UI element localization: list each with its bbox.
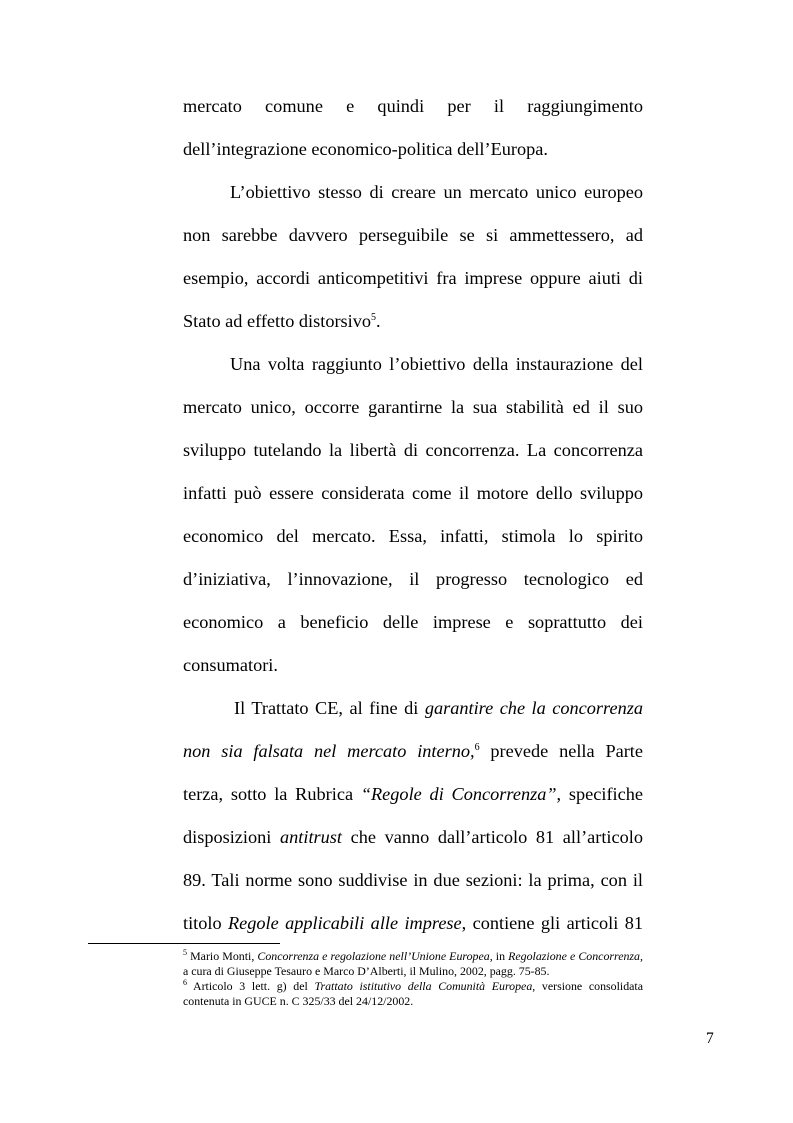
text-line — [183, 862, 643, 905]
footnote-5 — [183, 949, 643, 979]
paragraph-start — [183, 174, 643, 217]
footnote-ref[interactable]: 5 — [371, 311, 377, 323]
footnote-number: 5 — [183, 948, 187, 958]
text-line — [183, 647, 643, 690]
footnote-ref[interactable]: 6 — [474, 741, 480, 753]
text-span: , contiene gli articoli 81 — [461, 913, 643, 933]
text-span: mercato unico, occorre garantirne la sua stabilità ed il suo — [183, 397, 643, 417]
italic-span: antitrust — [280, 827, 342, 847]
paragraph-start — [183, 690, 643, 733]
text-span: infatti può essere considerata come il motore dello sviluppo — [183, 483, 643, 503]
text-line — [183, 604, 643, 647]
text-line — [183, 389, 643, 432]
text-span: titolo — [183, 913, 228, 933]
text-span: in — [492, 949, 509, 963]
text-span: prevede nella Parte — [479, 741, 644, 761]
text-line — [183, 819, 643, 862]
text-span: Una volta raggiunto l’obiettivo della instaurazione del — [230, 354, 643, 374]
text-span: mercato comune e quindi per il raggiungimento — [183, 96, 643, 116]
footnote-number: 6 — [183, 978, 187, 988]
text-span: sviluppo tutelando la libertà di concorrenza. La concorrenza — [183, 440, 643, 460]
text-span: , versione consolidata contenuta in GUCE n. C 325/33 del 24/12/2002. — [183, 979, 644, 1008]
italic-span: Trattato istitutivo della Comunità Europea — [314, 979, 533, 993]
italic-span: Regolazione e Concorrenza, — [508, 949, 643, 963]
text-span: a cura di Giuseppe Tesauro e Marco D’Alberti, il Mulino, 2002, pagg. 75-85. — [183, 964, 550, 978]
text-line — [183, 303, 643, 346]
text-span: economico del mercato. Essa, infatti, stimola lo spirito — [183, 526, 643, 546]
page-number: 7 — [706, 1030, 714, 1047]
text-span: dell’integrazione economico-politica dell’Europa. — [183, 139, 548, 159]
text-span: consumatori. — [183, 655, 278, 675]
text-span: non sarebbe davvero perseguibile se si ammettessero, ad — [183, 225, 643, 245]
text-span: che vanno dall’articolo 81 all’articolo — [341, 827, 643, 847]
text-line — [183, 432, 643, 475]
text-line — [183, 475, 643, 518]
text-line — [183, 260, 643, 303]
text-span: Il Trattato CE, al fine di — [234, 698, 425, 718]
text-span: esempio, accordi anticompetitivi fra imprese oppure aiuti di — [183, 268, 643, 288]
text-line — [183, 518, 643, 561]
text-line — [183, 217, 643, 260]
main-text — [183, 88, 643, 948]
paragraph-start — [183, 346, 643, 389]
footnote-6 — [183, 979, 643, 1009]
italic-span: “Regole di Concorrenza” — [360, 784, 557, 804]
footnotes — [183, 949, 643, 1009]
text-line — [183, 131, 643, 174]
italic-span: garantire che la concorrenza — [424, 698, 643, 718]
text-line — [183, 776, 643, 819]
text-span: disposizioni — [183, 827, 280, 847]
text-line — [183, 905, 643, 948]
text-span: L’obiettivo stesso di creare un mercato unico europeo — [230, 182, 643, 202]
text-span: , specifiche — [556, 784, 643, 804]
text-span: . — [376, 311, 381, 331]
text-line — [183, 733, 643, 776]
text-span: Stato ad effetto distorsivo — [183, 311, 372, 331]
text-line — [183, 88, 643, 131]
text-span: 89. Tali norme sono suddivise in due sezioni: la prima, con il — [183, 870, 643, 890]
text-span: d’iniziativa, l’innovazione, il progresso tecnologico ed — [183, 569, 643, 589]
text-span: Articolo 3 lett. g) del — [187, 979, 315, 993]
footnote-separator — [88, 943, 280, 944]
italic-span: Concorrenza e regolazione nell’Unione Europea, — [257, 949, 493, 963]
text-span: economico a beneficio delle imprese e soprattutto dei — [183, 612, 643, 632]
text-span: terza, sotto la Rubrica — [183, 784, 361, 804]
text-line — [183, 561, 643, 604]
text-span: Mario Monti, — [187, 949, 258, 963]
italic-span: Regole applicabili alle imprese — [227, 913, 462, 933]
italic-span: non sia falsata nel mercato interno, — [183, 741, 475, 761]
